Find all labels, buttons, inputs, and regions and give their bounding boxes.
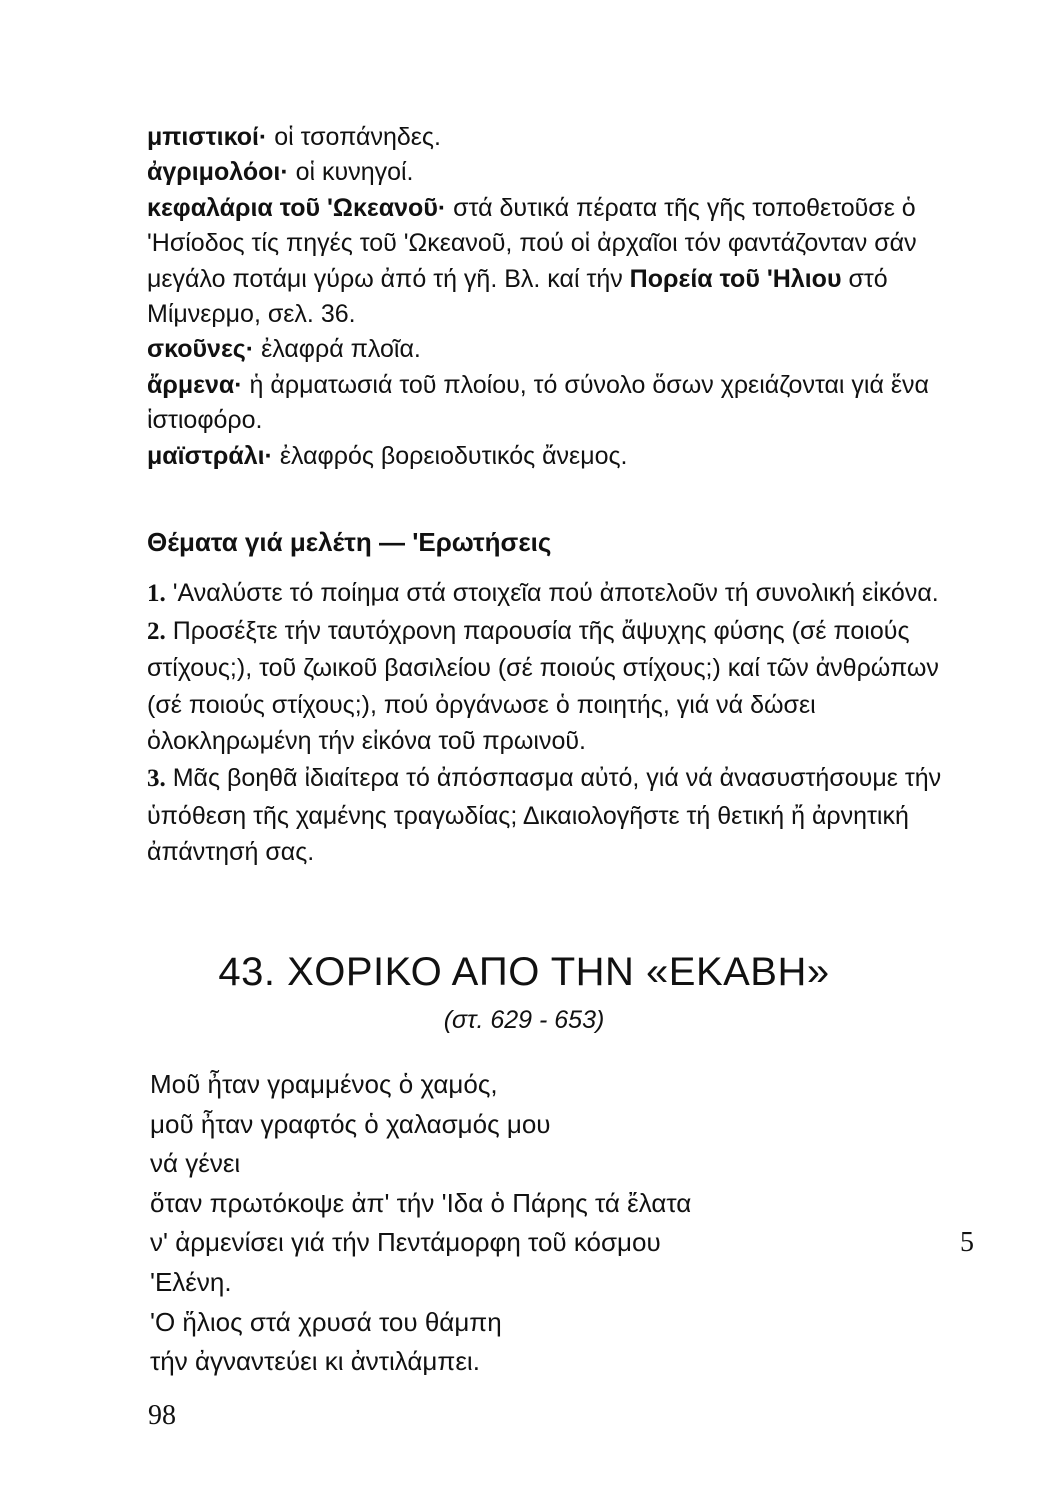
glossary-term: μαϊστράλι· bbox=[147, 441, 273, 470]
glossary-term: κεφαλάρια τοῦ 'Ωκεανοῦ· bbox=[147, 193, 447, 222]
glossary-term: ἀγριμολόοι· bbox=[147, 158, 289, 187]
glossary-term: σκοῦνες· bbox=[147, 335, 255, 364]
poem-title: 43. ΧΟΡΙΚΟ ΑΠΟ ΤΗΝ «ΕΚΑΒΗ» bbox=[218, 950, 830, 994]
poem-line-text: νά γένει bbox=[150, 1148, 241, 1179]
question-number: 1. bbox=[147, 580, 166, 607]
question-text: 'Αναλύστε τό ποίημα στά στοιχεῖα πού ἀποτελοῦν τή συνολική εἰκόνα. bbox=[165, 579, 939, 607]
line-number: 5 bbox=[960, 1227, 974, 1259]
glossary-entry bbox=[147, 120, 967, 155]
poem-text bbox=[150, 1065, 980, 1382]
poem-line bbox=[150, 1223, 980, 1263]
question-text: Μᾶς βοηθᾶ ἰδιαίτερα τό ἀπόσπασμα αὐτό, γιά νά ἀνασυστήσουμε τήν ὑπόθεση τῆς χαμένης τραγωδίας; Δικαιολογῆστε τή θετική ἤ ἀρνητική ἀπάντησή σας. bbox=[147, 763, 942, 867]
poem-line-text: ν' ἀρμενίσει γιά τήν Πεντάμορφη τοῦ κόσμου bbox=[150, 1227, 661, 1258]
glossary-definition: ἐλαφρός βορειοδυτικός ἄνεμος. bbox=[272, 441, 628, 470]
question-item bbox=[147, 760, 967, 871]
poem-line bbox=[150, 1263, 980, 1303]
glossary-definition: ἡ ἀρματωσιά τοῦ πλοίου, τό σύνολο ὅσων χρειάζονται γιά ἕνα ἱστιοφόρο. bbox=[147, 370, 929, 435]
study-questions-heading: Θέματα γιά μελέτη — 'Ερωτήσεις bbox=[147, 527, 552, 557]
glossary-entry bbox=[147, 439, 967, 474]
question-number: 2. bbox=[147, 617, 166, 645]
page-number: 98 bbox=[148, 1400, 176, 1431]
poem-line bbox=[150, 1303, 980, 1343]
question-item bbox=[147, 613, 967, 760]
poem-line bbox=[150, 1144, 980, 1184]
poem-line-text: 'Ο ἥλιος στά χρυσά του θάμπη bbox=[150, 1306, 502, 1337]
question-text: Προσέξτε τήν ταυτόχρονη παρουσία τῆς ἄψυχης φύσης (σέ ποιούς στίχους;), τοῦ ζωικοῦ βασιλείου (σέ ποιούς στίχους;) καί τῶν ἀνθρώπων (σέ ποιούς στίχους;), πού ὀργάνωσε ὁ ποιητής, γιά νά δώσει ὁλοκληρωμένη τήν εἰκόνα τοῦ πρωινοῦ. bbox=[147, 616, 939, 756]
glossary-definition: ἐλαφρά πλοῖα. bbox=[254, 335, 421, 364]
glossary bbox=[147, 120, 967, 474]
glossary-entry bbox=[147, 155, 967, 190]
poem-line bbox=[150, 1065, 980, 1105]
glossary-entry bbox=[147, 368, 967, 439]
poem-line-text: Μοῦ ἦταν γραμμένος ὁ χαμός, bbox=[150, 1069, 498, 1099]
glossary-definition: οἱ κυνηγοί. bbox=[288, 158, 414, 187]
glossary-term: ἄρμενα· bbox=[147, 370, 243, 399]
question-item bbox=[147, 575, 967, 613]
poem-line-text: ὅταν πρωτόκοψε ἀπ' τήν 'Ιδα ὁ Πάρης τά ἔλατα bbox=[150, 1187, 692, 1218]
poem-line-text: μοῦ ἦταν γραφτός ὁ χαλασμός μου bbox=[150, 1108, 551, 1139]
glossary-term: μπιστικοί· bbox=[147, 123, 268, 151]
glossary-definition-end: στό Μίμνερμο, σελ. 36. bbox=[147, 264, 888, 329]
question-number: 3. bbox=[147, 764, 166, 792]
study-questions bbox=[147, 575, 967, 871]
glossary-cross-reference: Πορεία τοῦ 'Ηλιου bbox=[629, 264, 842, 293]
glossary-definition: οἱ τσοπάνηδες. bbox=[267, 123, 441, 151]
poem-line-text: τήν ἀγναντεύει κι ἀντιλάμπει. bbox=[150, 1346, 480, 1377]
poem-line bbox=[150, 1342, 980, 1382]
poem-verse-range: (στ. 629 - 653) bbox=[443, 1006, 605, 1034]
poem-line bbox=[150, 1184, 980, 1224]
poem-line bbox=[150, 1105, 980, 1145]
glossary-definition: στά δυτικά πέρατα τῆς γῆς τοποθετοῦσε ὁ 'Ησίοδος τίς πηγές τοῦ 'Ωκεανοῦ, πού οἱ ἀρχαῖοι τόν φαντάζονταν σάν μεγάλο ποτάμι γύρω ἀπό τή γῆ. Βλ. καί τήν bbox=[147, 193, 917, 293]
glossary-entry bbox=[147, 332, 967, 367]
poem-line-text: 'Ελένη. bbox=[150, 1266, 232, 1297]
glossary-entry bbox=[147, 191, 967, 333]
